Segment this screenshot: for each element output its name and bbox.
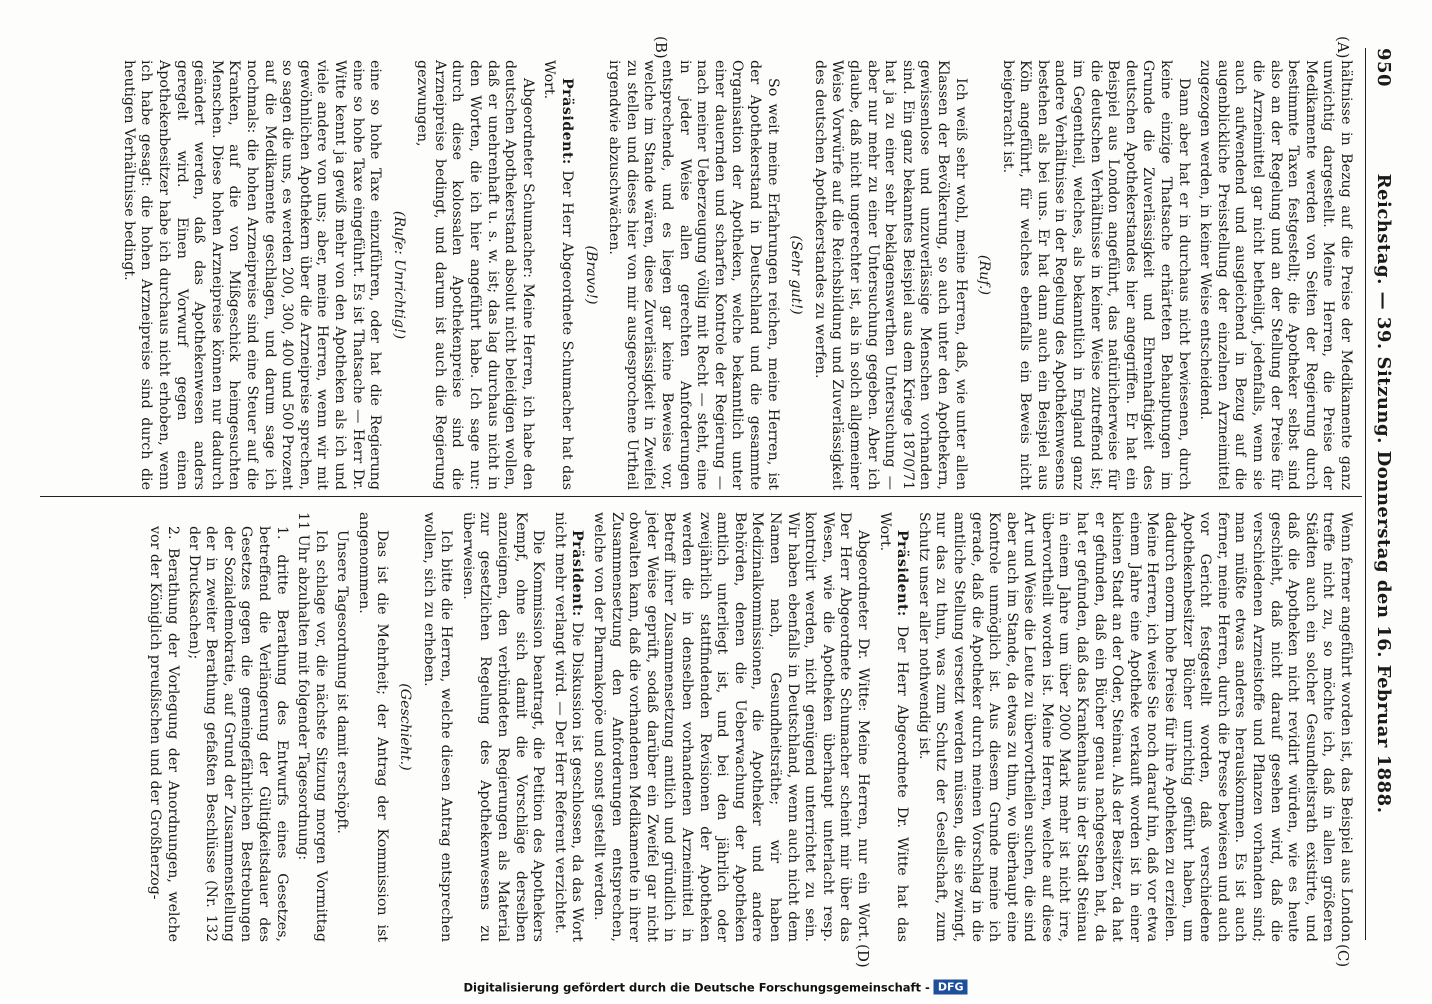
page-number: 950 — [1373, 48, 1395, 88]
paragraph: So weit meine Erfahrungen reichen, meine Herren, ist der Apothekerstand in Deutschland und die gesammte Organisation der Apotheken, welche bekanntlich unter einer dauernden und scharfen Kontrole der Regierung — nach meiner Ueberzeugung völlig mit Recht — steht, eine in jeder Weise allen gerechten Anforderungen entsprechende, und es liegen gar keine Beweise vor, welche im Stande wären, diese Zuverlässigkeit in Zweifel zu stellen und dieses hier von mir ausgesprochene Urtheil irgendwie abzuschwächen. — [606, 60, 781, 490]
paragraph-text: Der Herr Abgeordnete Dr. Witte hat das Wort. — [876, 512, 911, 942]
paragraph: Abgeordneter Dr. Witte: Meine Herren, nur ein Wort. Der Herr Abgeordnete Schumacher scheint mir über das Wesen, wie die Apotheken überhaupt unterlacht resp. kontrolirt werden, nicht genügend unterrichtet zu sein. Wir haben ebenfalls in Deutschland, wenn auch nicht dem Namen nach, Gesundheitsräthe; wir haben Medizinalkommissionen, die Apotheker und andere Behörden, denen die Ueberwachung der Apotheken amtlich unterliegt ist, und bei den jährlich oder zweijährlich stattfindenden Revisionen der Apotheken werden die in denselben vorhandenen Arzneimittel in Betreff ihrer Zusammensetzung amtlich und gründlich in jeder Weise geprüft, sodaß darüber ein Zweifel gar nicht obwalten kann, daß die vorhandenen Medikamente in ihrer Zusammensetzung den Anforderungen entsprechen, welche von der Pharmakopöe und sonst gestellt werden. — [591, 512, 871, 942]
margin-marker-c: (C) — [1334, 944, 1352, 968]
sidebar-text: Digitalisierung gefördert durch die Deutsche Forschungsgemeinschaft - — [463, 980, 931, 994]
column-divider — [40, 496, 1362, 497]
left-column — [40, 60, 1354, 490]
speaker-label: Präsident: — [894, 530, 911, 617]
interjection: (Ruf.) — [976, 254, 993, 296]
digitization-sidebar — [0, 970, 1432, 1004]
paragraph: Ich weiß sehr wohl, meine Herren, daß, wie unter allen Klassen der Bevölkerung, so auch unter den Apothekern, gewissenlose und unzuverlässige Menschen vorhanden sind. Ein ganz bekanntes Beispiel aus dem Kriege 1870/71 hat ja zu einer sehr beklagenswerthen Untersuchung — aber nur mehr zu einer Untersuchung gegeben. Aber ich glaube, daß nicht ungerechter ist, als in solch allgemeiner Weise Vorwürfe auf die Reichsbildung und Zuverlässigkeit des deutschen Apothekerstandes zu werfen. — [811, 60, 969, 490]
paragraph: Wenn ferner angeführt worden ist, das Beispiel aus London treffe nicht zu, so möchte ich, daß in allen größeren Städten auch ein solcher Gesundheitsrath existirte, und daß die Apotheken nicht revidirt würden, wie es heute geschieht, daß nicht darauf gesehen wird, daß die verschiedenen Arzneistoffe und Pflanzen vorhanden sind; man müßte etwas anderes herauskommen. Es ist auch ferner, meine Herren, durch die Presse bewiesen und auch vor Gericht festgestellt worden, daß verschiedene Apothekenbesitzer Bücher unrichtig geführt haben, um dadurch enorm hohe Preise für ihre Apotheken zu erzielen. Meine Herren, ich weise Sie noch darauf hin, daß vor etwa einem Jahre eine Apotheke verkauft worden ist in einer kleinen Stadt an der Oder, Steinau. Als der Besitzer, da hat er gefunden, daß ein Bücher genau nachgesehen hat, da hat er gefunden, daß das Krankenhaus in der Stadt Steinau in einem Jahre um über 2000 Mark mehr ist nicht irre, übervortheilt worden ist. Meine Herren, welche auf diese Art und Weise die Leute zu übervortheilen suchen, die sind aber auch im Stande, da etwas zu thun, wo überhaupt eine Kontrole unmöglich ist. Aus diesem Grunde meine ich gerade, daß die Apotheker durch meinen Vorschlag in die amtliche Stellung versetzt werden müssen, die sie zwingt, nur das zu thun, was zum Schutz der Gesellschaft, zum Schutz unser aller nothwendig ist. — [915, 512, 1354, 942]
speaker-paragraph — [875, 512, 910, 942]
dfg-logo: DFG — [934, 980, 968, 995]
speaker-paragraph — [550, 512, 585, 942]
interjection: (Sehr gut!) — [788, 235, 805, 315]
paragraph-text: Die Diskussion ist geschlossen, da das Wort nicht mehr verlangt wird. — Der Herr Referent verzichtet. — [551, 512, 586, 942]
page-header — [1365, 48, 1402, 940]
running-title: Reichstag. — 39. Sitzung. Donnerstag den 16. Februar 1888. — [1373, 173, 1395, 814]
speaker-paragraph — [540, 60, 575, 490]
paragraph: Ich bitte die Herren, welche diesen Antrag entsprechen wollen, sich zu erheben. — [420, 512, 455, 942]
margin-marker-a: (A) — [1334, 36, 1352, 59]
agenda-list — [146, 512, 290, 942]
interjection: (Rufe: Unrichtig!) — [390, 210, 407, 340]
list-item: 1. dritte Berathung des Entwurfs eines Gesetzes, betreffend die Verlängerung der Gültigkeitsdauer des Gesetzes gegen die gemeingefährlichen Bestrebungen der Sozialdemokratie, auf Grund der Zusammenstellung der in zweiter Berathung gefaßten Beschlüsse (Nr. 132 der Drucksachen); — [185, 526, 290, 942]
paragraph: Die Kommission beantragt, die Petition des Apothekers Kempf, ohne sich damit die Vorschläge derselben anzueignen, den verbündeten Regierungen als Material zur gesetzlichen Regelung des Apothekenwesens zu überweisen. — [459, 512, 547, 942]
speaker-label: Präsident: — [569, 530, 586, 617]
paragraph: Ich schlage vor, die nächste Sitzung morgen Vormittag 11 Uhr abzuhalten mit folgender Tagesordnung: — [295, 512, 329, 942]
speaker-label: Präsident: — [559, 78, 576, 165]
margin-marker-d: (D) — [854, 944, 872, 968]
paragraph: Unsere Tagesordnung ist damit erschöpft. — [334, 530, 351, 834]
paragraph: Das ist die Mehrheit; der Antrag der Kommission ist angenommen. — [355, 512, 390, 942]
sidebar-text-wrap — [464, 980, 968, 995]
paragraph: hältnisse in Bezug auf die Preise der Medikamente ganz unwichtig dargestellt. Meine Herren, die Preise der Medikamente werden von Seiten der Regierung durch bestimmte Taxen festgestellt; die Apotheker selbst sind also an der Regelung und an der Stellung der Preise für die Arzneimittel gar nicht betheiligt, jedenfalls, wenn sie auch aufwendend und ausgleichend in Bezug auf die augenblickliche Preisstellung der einzelnen Arzneimittel zugezogen werden, in keiner Weise entscheidend. — [1197, 60, 1354, 490]
paragraph: Dann aber hat er in durchaus nicht bewiesenen, durch keine einzige Thatsache erhärteten Behauptungen im Grunde die Zuverlässigkeit und Ehrenhaftigkeit des deutschen Apothekerstandes hier angegriffen. Er hat ein Beispiel aus London angeführt, das natürlicherweise für die deutschen Verhältnisse in keiner Weise zutreffend ist; im Gegentheil, welches, als bekanntlich in England ganz andere Verhältnisse in der Regelung des Apothekenwesens bestehen als bei uns. Er hat dann auch ein Beispiel aus Köln angeführt, für welches ebenfalls ein Beweis nicht beigebracht ist. — [999, 60, 1192, 490]
paragraph: eine so hohe Taxe einzuführen, oder hat die Regierung eine so hohe Taxe eingeführt. Es ist Thatsache — Herr Dr. Witte kennt ja gewiß mehr von den Apotheken als ich und viele andere von uns; aber, meine Herren, wenn wir mit gewöhnlichen Apothekern über die Arzneipreise sprechen, so sagen die uns, es werden 200, 300, 400 und 500 Prozent auf die Medikamente geschlagen, und darum sage ich nochmals: die hohen Arzneipreise sind eine Steuer auf die Kranken, auf die von Mißgeschick heimgesuchten Menschen. Diese hohen Arzneipreise können nur dadurch geändert werden, daß das Apothekenwesen anders geregelt wird. Einen Vorwurf gegen einen Apothekenbesitzer habe ich durchaus nicht erhoben, wenn ich habe gesagt: die hohen Arzneipreise sind durch die heutigen Verhältnisse bedingt. — [120, 60, 384, 490]
interjection: (Geschieht.) — [397, 683, 414, 771]
paragraph-text: Der Herr Abgeordnete Schumacher hat das Wort. — [541, 60, 576, 490]
right-column — [40, 512, 1354, 942]
paragraph: Abgeordneter Schumacher: Meine Herren, ich habe den deutschen Apothekerstand absolut nicht beleidigen wollen, daß er unehrenhaft u. s. w. ist; das lag durchaus nicht in den Worten, die ich hier angeführt habe. Ich sage nur: durch diese kolossalen Apothekenpreise sind die Arzneipreise bedingt, und darum ist auch die Regierung gezwungen, — [414, 60, 536, 490]
margin-marker-b: (B) — [652, 36, 670, 59]
list-item: 2. Berathung der Vorlegung der Anordnungen, welche vor der Königlich preußischen und der Großherzog- — [147, 526, 181, 942]
interjection: (Bravo!) — [582, 245, 599, 305]
